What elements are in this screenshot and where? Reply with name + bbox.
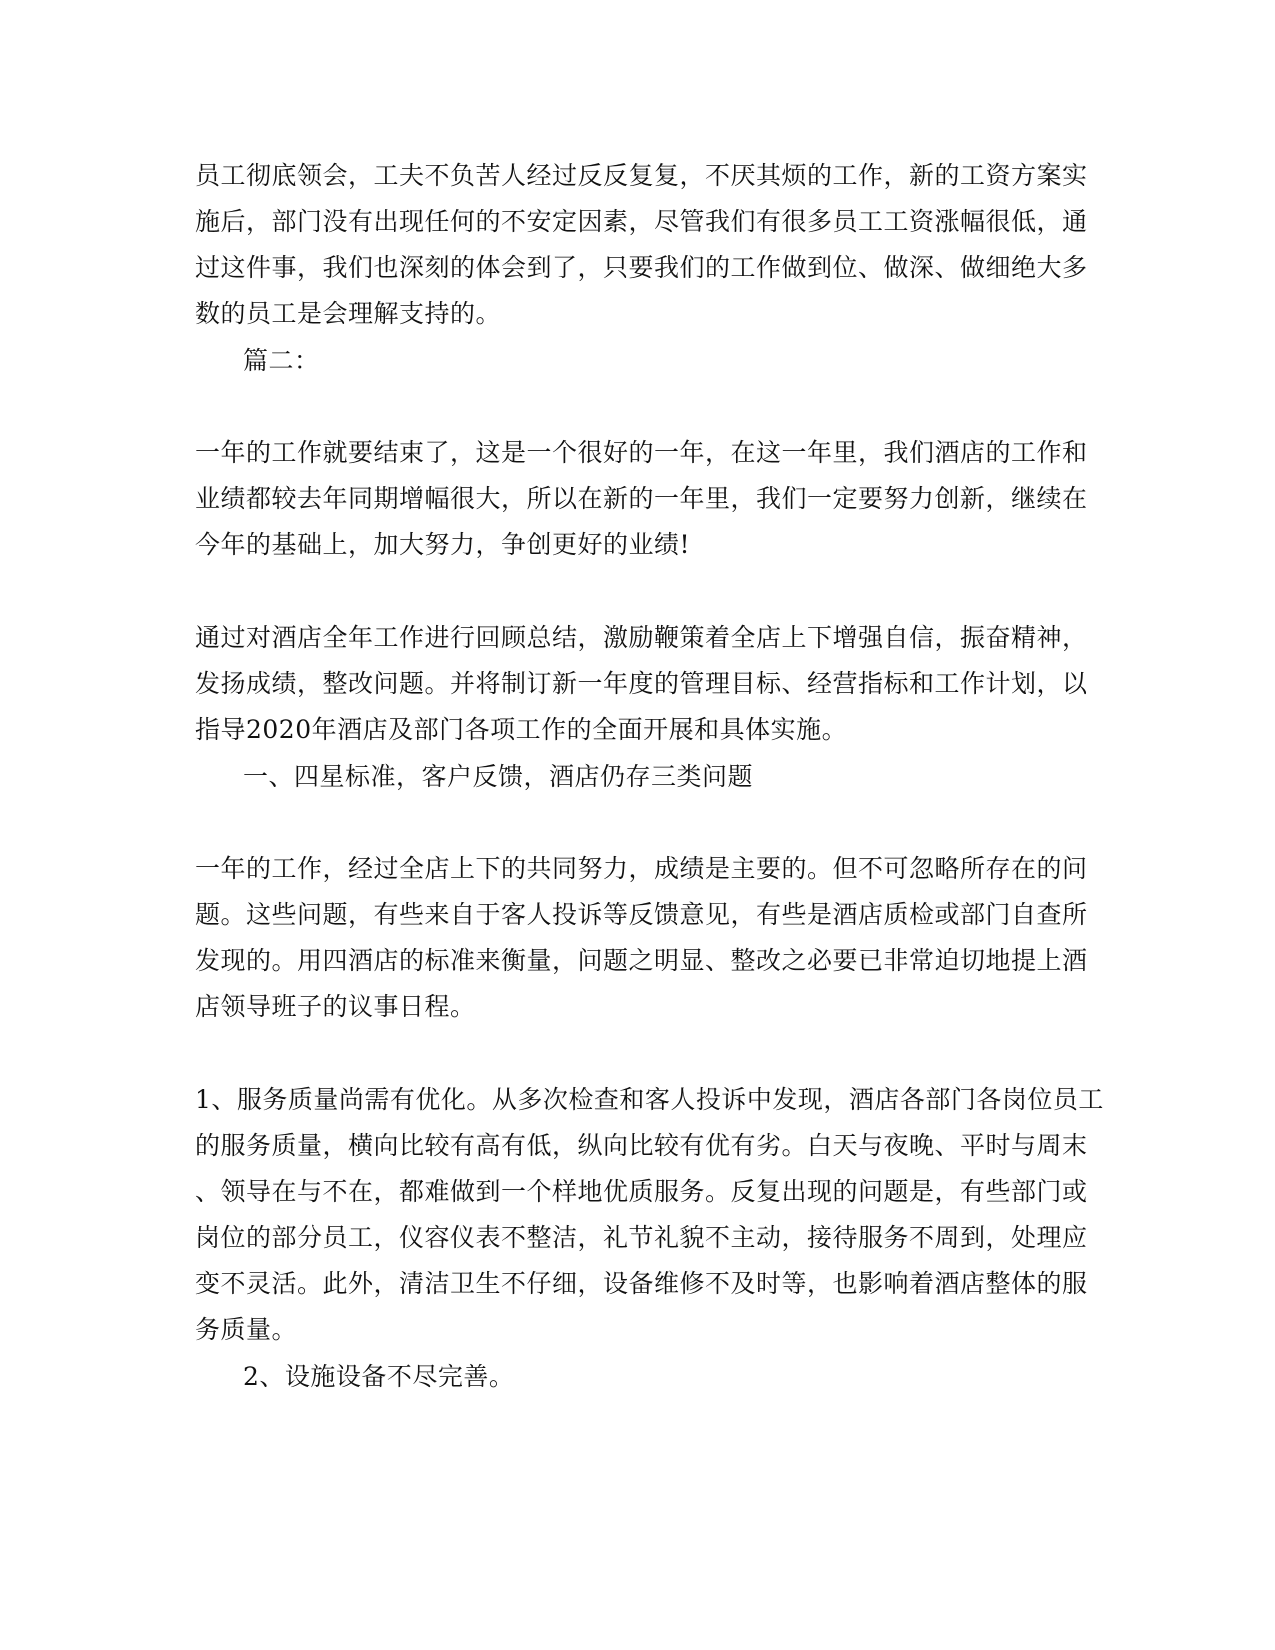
text-line: 今年的基础上，加大努力，争创更好的业绩! [195, 530, 691, 559]
text-line: 、领导在与不在，都难做到一个样地优质服务。反复出现的问题是，有些部门或 [195, 1177, 1088, 1206]
text-line: 指导2020年酒店及部门各项工作的全面开展和具体实施。 [195, 715, 848, 744]
text-line: 通过对酒店全年工作进行回顾总结，激励鞭策着全店上下增强自信，振奋精神， [195, 623, 1088, 652]
section-heading: 2、设施设备不尽完善。 [243, 1362, 515, 1391]
text-line: 施后，部门没有出现任何的不安定因素，尽管我们有很多员工工资涨幅很低，通 [195, 207, 1088, 236]
text-line: 题。这些问题，有些来自于客人投诉等反馈意见，有些是酒店质检或部门自查所 [195, 900, 1088, 929]
text-line: 店领导班子的议事日程。 [195, 992, 476, 1021]
text-line: 过这件事，我们也深刻的体会到了，只要我们的工作做到位、做深、做细绝大多 [195, 253, 1088, 282]
section-heading: 篇二： [243, 346, 320, 375]
text-line: 发现的。用四酒店的标准来衡量，问题之明显、整改之必要已非常迫切地提上酒 [195, 946, 1088, 975]
text-line: 变不灵活。此外，清洁卫生不仔细，设备维修不及时等，也影响着酒店整体的服 [195, 1269, 1088, 1298]
text-line: 的服务质量，横向比较有高有低，纵向比较有优有劣。白天与夜晚、平时与周末 [195, 1131, 1088, 1160]
section-heading: 一、四星标准，客户反馈，酒店仍存三类问题 [243, 762, 754, 791]
text-line: 一年的工作，经过全店上下的共同努力，成绩是主要的。但不可忽略所存在的问 [195, 854, 1088, 883]
text-line: 业绩都较去年同期增幅很大，所以在新的一年里，我们一定要努力创新，继续在 [195, 484, 1088, 513]
text-line: 员工彻底领会，工夫不负苦人经过反反复复，不厌其烦的工作，新的工资方案实 [195, 161, 1088, 190]
text-line: 发扬成绩，整改问题。并将制订新一年度的管理目标、经营指标和工作计划，以 [195, 669, 1088, 698]
text-line: 一年的工作就要结束了，这是一个很好的一年，在这一年里，我们酒店的工作和 [195, 438, 1088, 467]
text-line: 数的员工是会理解支持的。 [195, 299, 502, 328]
text-line: 1、服务质量尚需有优化。从多次检查和客人投诉中发现，酒店各部门各岗位员工 [195, 1085, 1104, 1114]
text-line: 务质量。 [195, 1315, 298, 1344]
text-line: 岗位的部分员工，仪容仪表不整洁，礼节礼貌不主动，接待服务不周到，处理应 [195, 1223, 1088, 1252]
